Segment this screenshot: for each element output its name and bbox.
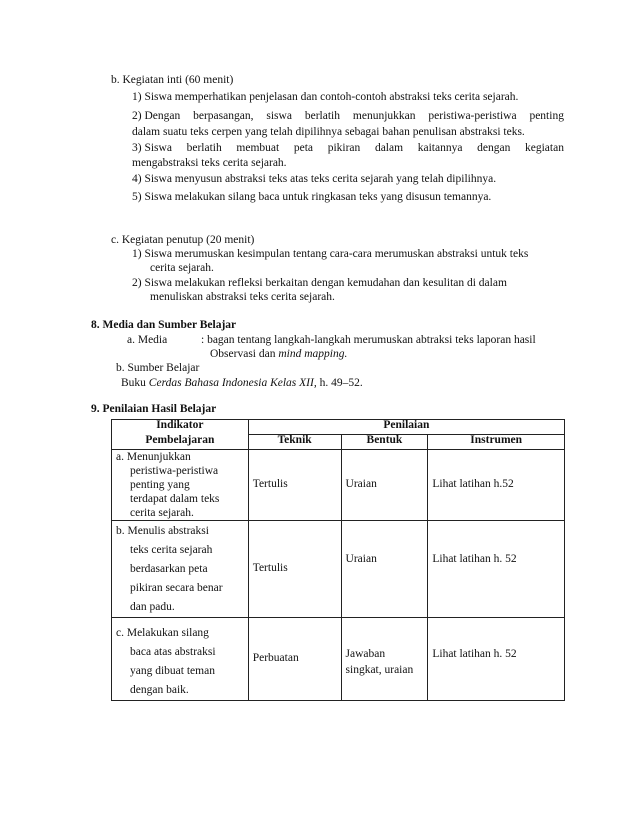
text-fragment: dengan baik.: [130, 684, 189, 696]
text-fragment: 2) Dengan: [132, 110, 181, 122]
header-instrumen: Instrumen: [428, 435, 565, 450]
text-fragment: b. Menulis abstraksi: [116, 525, 209, 537]
text-fragment: a. Menunjukkan: [116, 451, 191, 463]
section-c-item-1: 1) Siswa merumuskan kesimpulan tentang cara-cara merumuskan abstraksi untuk teks: [132, 248, 529, 260]
text-fragment: teks cerita sejarah: [130, 544, 213, 556]
bentuk-cell: Uraian: [341, 450, 428, 521]
instrumen-cell: Lihat latihan h. 52: [428, 521, 565, 618]
text-fragment: terdapat dalam teks: [130, 493, 220, 505]
text-fragment: Jawaban: [345, 648, 386, 660]
section-9-heading: 9. Penilaian Hasil Belajar: [91, 403, 217, 415]
teknik-cell: Tertulis: [248, 521, 341, 618]
header-penilaian: Penilaian: [248, 420, 564, 435]
text-fragment: 3) Siswa: [132, 142, 172, 154]
text-fragment: berlatih: [304, 110, 340, 122]
text-fragment: kegiatan: [525, 142, 564, 154]
table-row: [112, 450, 565, 521]
mind-mapping-term: mind mapping.: [278, 348, 348, 360]
section-b-heading: b. Kegiatan inti (60 menit): [111, 74, 234, 86]
section-c-heading: c. Kegiatan penutup (20 menit): [111, 234, 255, 246]
text-fragment: berpasangan,: [193, 110, 254, 122]
bentuk-cell: Uraian: [341, 521, 428, 618]
section-b-item-3-cont: mengabstraksi teks cerita sejarah.: [132, 157, 287, 169]
section-8-heading: 8. Media dan Sumber Belajar: [91, 319, 237, 331]
bentuk-cell: [341, 618, 428, 701]
text-fragment: c. Melakukan silang: [116, 627, 209, 639]
text-fragment: membuat: [236, 142, 280, 154]
text-fragment: singkat, uraian: [345, 664, 414, 676]
text-fragment: peta: [293, 142, 314, 154]
table-row: [112, 618, 565, 701]
text-fragment: dan padu.: [130, 601, 175, 613]
text-fragment: dengan: [477, 142, 511, 154]
table-row: [112, 521, 565, 618]
section-c-item-2-cont: menuliskan abstraksi teks cerita sejarah.: [150, 291, 335, 303]
instrumen-cell: Lihat latihan h.52: [428, 450, 565, 521]
text-fragment: peristiwa-peristiwa: [130, 465, 219, 477]
text-fragment: penting: [529, 110, 564, 122]
section-b-item-3: [132, 143, 564, 155]
media-text: : bagan tentang langkah-langkah merumuskan abtraksi teks laporan hasil: [201, 334, 536, 346]
header-bentuk: Bentuk: [341, 435, 428, 450]
text-fragment: cerita sejarah.: [130, 507, 194, 519]
text-fragment: siswa: [266, 110, 292, 122]
section-c-item-1-cont: cerita sejarah.: [150, 262, 214, 274]
text-fragment: Buku: [121, 377, 146, 389]
media-text-2: [210, 349, 347, 361]
header-text: Indikator: [156, 419, 204, 431]
text-fragment: pikiran: [327, 142, 361, 154]
text-fragment: dalam: [374, 142, 404, 154]
header-indikator: [112, 420, 249, 450]
table-header-row: [112, 420, 565, 435]
text-fragment: peristiwa-peristiwa: [428, 110, 517, 122]
section-b-item-1: 1) Siswa memperhatikan penjelasan dan contoh-contoh abstraksi teks cerita sejarah.: [132, 91, 519, 103]
text-fragment: Observasi dan: [210, 348, 276, 360]
indikator-cell: [112, 521, 249, 618]
book-pages: h. 49–52.: [319, 377, 363, 389]
indikator-cell: [112, 618, 249, 701]
section-b-item-2: [132, 111, 564, 123]
text-fragment: pikiran secara benar: [130, 582, 223, 594]
indikator-cell: [112, 450, 249, 521]
text-fragment: yang dibuat teman: [130, 665, 215, 677]
text-fragment: menunjukkan: [352, 110, 416, 122]
assessment-table: [111, 419, 565, 701]
text-fragment: kaitannya: [417, 142, 463, 154]
text-fragment: berlatih: [186, 142, 222, 154]
section-b-item-4: 4) Siswa menyusun abstraksi teks atas teks cerita sejarah yang telah dipilihnya.: [132, 173, 497, 185]
teknik-cell: Tertulis: [248, 450, 341, 521]
instrumen-cell: Lihat latihan h. 52: [428, 618, 565, 701]
section-b-item-2-cont: dalam suatu teks cerpen yang telah dipilihnya sebagai bahan penulisan abstraksi teks.: [132, 126, 525, 138]
media-label: a. Media: [127, 334, 168, 346]
text-fragment: baca atas abstraksi: [130, 646, 216, 658]
book-title: Cerdas Bahasa Indonesia Kelas XII,: [148, 377, 317, 389]
source-label: b. Sumber Belajar: [116, 362, 200, 374]
teknik-cell: Perbuatan: [248, 618, 341, 701]
text-fragment: berdasarkan peta: [130, 563, 208, 575]
header-text: Pembelajaran: [145, 433, 215, 446]
section-b-item-5: 5) Siswa melakukan silang baca untuk ringkasan teks yang disusun temannya.: [132, 191, 492, 203]
header-teknik: Teknik: [248, 435, 341, 450]
text-fragment: penting yang: [130, 479, 190, 491]
book-reference: [121, 378, 363, 390]
section-c-item-2: 2) Siswa melakukan refleksi berkaitan dengan kemudahan dan kesulitan di dalam: [132, 277, 507, 289]
